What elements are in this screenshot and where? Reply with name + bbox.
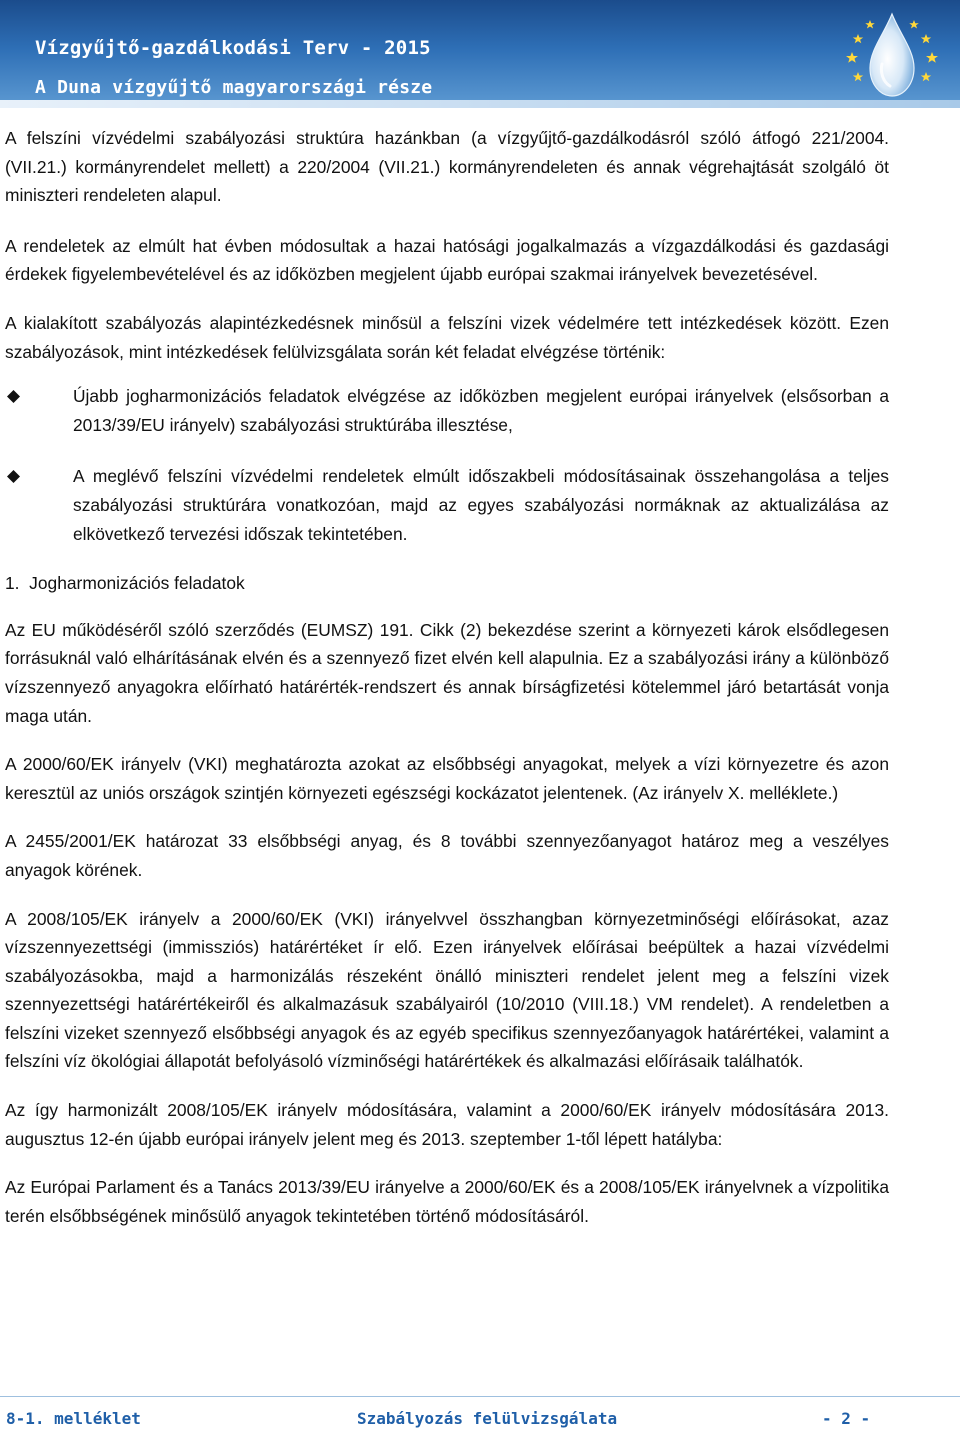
list-item-text: Újabb jogharmonizációs feladatok elvégzése az időközben megjelent európai irányelvek (elsősorban a 2013/39/EU irányelv) szabályozási struktúrába illesztése, xyxy=(73,386,889,436)
header-band xyxy=(0,100,960,108)
page-footer xyxy=(0,1396,960,1434)
list-item xyxy=(5,462,889,549)
paragraph-eumsz: Az EU működéséről szóló szerződés (EUMSZ) 191. Cikk (2) bekezdése szerint a környezeti károk elsődlegesen forrásuknál való elhárításának elvén és a szennyező fizet elvén kell alapulnia. Ez a szabályozási irány a különböző vízszennyező anyagokra előírható határérték-rendszert és annak bírságfizetési kötelemmel járó betartását vonja maga után. xyxy=(5,619,889,726)
header-subtitle: A Duna vízgyűjtő magyarországi része xyxy=(35,77,433,98)
paragraph-vki: A 2000/60/EK irányelv (VKI) meghatározta azokat az elsőbbségi anyagokat, melyek a vízi környezetre és azon keresztül az uniós országok szintjén környezeti egészségi kockázatot jelentenek. (Az irányelv X. melléklete.) xyxy=(5,754,889,803)
bullet-diamond-icon xyxy=(7,390,20,403)
document-body xyxy=(5,124,889,1250)
bullet-diamond-icon xyxy=(7,470,20,483)
paragraph-intro: A felszíni vízvédelmi szabályozási struktúra hazánkban (a vízgyűjtő-gazdálkodásról szóló átfogó 221/2004. (VII.21.) kormányrendelet mellett) a 220/2004 (VII.21.) kormányrendeleten és annak végrehajtását szolgáló öt miniszteri rendeleten alapul. xyxy=(5,128,889,206)
paragraph-amendment-2013: Az így harmonizált 2008/105/EK irányelv módosítására, valamint a 2000/60/EK irányelv módosítására 2013. augusztus 12-én újabb európai irányelv jelent meg és 2013. szeptember 1-től lépett hatályba: xyxy=(5,1100,889,1149)
page-header xyxy=(0,0,960,108)
section-heading: 1. Jogharmonizációs feladatok xyxy=(5,573,245,594)
paragraph-directive-2008: A 2008/105/EK irányelv a 2000/60/EK (VKI) irányelvvel összhangban környezetminőségi előírásokat, azaz vízszennyezettségi (immissziós) határértéket ír elő. Ezen irányelvek előírásai beépültek a hazai vízvédelmi szabályozásokba, majd a harmonizálás részeként önálló miniszteri rendelet jelent meg a felszíni vizek szennyezettségi határértékeiről és alkalmazásuk szabályairól (10/2010 (VIII.18.) VM rendelet). A rendeletben a felszíni vizeket szennyező elsőbbségi anyagok és az egyéb specifikus szennyezőanyagok határértékei, valamint a felszíni víz ökológiai állapotát befolyásoló vízminőségi határértékek és alkalmazási előírásaik találhatók. xyxy=(5,908,889,1072)
paragraph-decision: A 2455/2001/EK határozat 33 elsőbbségi anyag, és 8 további szennyezőanyagot határoz meg a veszélyes anyagok körének. xyxy=(5,831,889,880)
paragraph-amendments: A rendeletek az elmúlt hat évben módosultak a hazai hatósági jogalkalmazás a vízgazdálkodási és gazdasági érdekek figyelembevételével és az időközben megjelent újabb európai szakmai irányelvek bevezetésével. xyxy=(5,235,889,285)
footer-section-title: Szabályozás felülvizsgálata xyxy=(357,1409,618,1428)
list-item-text: A meglévő felszíni vízvédelmi rendeletek elmúlt időszakbeli módosításainak összehangolása a teljes szabályozási struktúrára vonatkozóan, majd az egyes szabályozási normáknak az aktualizálása az elkövetkező tervezési időszak tekintetében. xyxy=(73,466,889,545)
header-title: Vízgyűjtő-gazdálkodási Terv - 2015 xyxy=(35,37,431,59)
paragraph-directive-2013: Az Európai Parlament és a Tanács 2013/39/EU irányelve a 2000/60/EK és a 2008/105/EK irányelvnek a vízpolitika terén elsőbbségének minősülő anyagok tekintetében történő módosításáról. xyxy=(5,1177,889,1226)
paragraph-tasks: A kialakított szabályozás alapintézkedésnek minősül a felszíni vizek védelmére tett intézkedések között. Ezen szabályozások, mint intézkedések felülvizsgálata során két feladat elvégzése történik: xyxy=(5,312,889,362)
list-item xyxy=(5,382,889,440)
footer-annex-label: 8-1. melléklet xyxy=(6,1409,141,1428)
water-drop-eu-stars-icon xyxy=(838,4,946,102)
footer-page-number: - 2 - xyxy=(822,1409,871,1428)
